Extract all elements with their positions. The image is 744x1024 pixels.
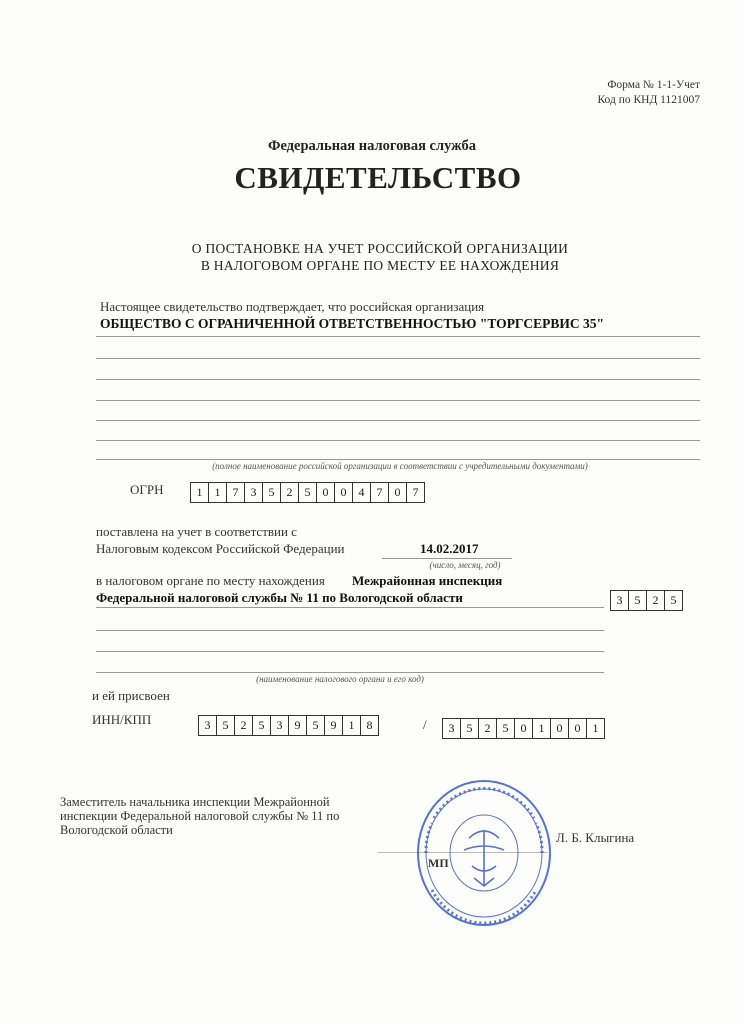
inn-digit-cell: 5 <box>252 715 271 736</box>
ogrn-digit-cell: 3 <box>244 482 263 503</box>
org-name: ОБЩЕСТВО С ОГРАНИЧЕННОЙ ОТВЕТСТВЕННОСТЬЮ "ТОРГСЕРВИС 35" <box>100 316 604 331</box>
subtitle-line-1: О ПОСТАНОВКЕ НА УЧЕТ РОССИЙСКОЙ ОРГАНИЗАЦИИ <box>191 241 569 256</box>
kpp-digit-cell: 0 <box>514 718 533 739</box>
reg-line-2: Налоговым кодексом Российской Федерации <box>96 541 345 556</box>
authority-code-digit-cell: 3 <box>610 590 629 611</box>
ogrn-digit-cell: 0 <box>316 482 335 503</box>
authority-line <box>96 607 604 608</box>
kpp-digit-cell: 5 <box>496 718 515 739</box>
inn-digit-cell: 3 <box>270 715 289 736</box>
org-line <box>96 400 700 401</box>
authority-line <box>96 672 604 673</box>
inn-digit-cell: 5 <box>216 715 235 736</box>
org-line <box>96 379 700 380</box>
date-line <box>382 558 512 559</box>
signatory-position: Заместитель начальника инспекции Межрайонной инспекции Федеральной налоговой службы № 11 по Вологодской области <box>60 795 340 837</box>
authority-code-digit-cell: 5 <box>664 590 683 611</box>
kpp-digit-cell: 5 <box>460 718 479 739</box>
ogrn-digit-cell: 7 <box>370 482 389 503</box>
document-subtitle <box>0 240 744 274</box>
authority-part-2: Федеральной налоговой службы № 11 по Вологодской области <box>96 590 463 605</box>
authority-line <box>96 630 604 631</box>
inn-digit-cell: 9 <box>288 715 307 736</box>
org-intro: Настоящее свидетельство подтверждает, что российская организация <box>100 299 485 314</box>
inn-kpp-separator: / <box>423 717 427 732</box>
form-number <box>597 78 700 108</box>
kpp-digit-cell: 0 <box>550 718 569 739</box>
official-seal <box>414 778 554 928</box>
ogrn-digit-cell: 0 <box>388 482 407 503</box>
org-line <box>96 440 700 441</box>
inn-kpp-label: ИНН/КПП <box>92 712 152 727</box>
kpp-cells <box>442 718 604 739</box>
ogrn-digit-cell: 5 <box>262 482 281 503</box>
kpp-digit-cell: 1 <box>586 718 605 739</box>
ogrn-digit-cell: 1 <box>190 482 209 503</box>
agency-name: Федеральная налоговая служба <box>267 138 477 154</box>
signatory-name: Л. Б. Клыгина <box>556 830 635 845</box>
form-line-2: Код по КНД 1121007 <box>597 94 700 106</box>
ogrn-digit-cell: 1 <box>208 482 227 503</box>
inn-digit-cell: 2 <box>234 715 253 736</box>
subtitle-line-2: В НАЛОГОВОМ ОРГАНЕ ПО МЕСТУ ЕЕ НАХОЖДЕНИЯ <box>200 258 560 273</box>
authority-code-cells <box>610 590 682 611</box>
date-caption: (число, месяц, год) <box>429 560 501 570</box>
inn-cells <box>198 715 378 736</box>
org-line <box>96 336 700 337</box>
ogrn-digit-cell: 7 <box>226 482 245 503</box>
ogrn-digit-cell: 4 <box>352 482 371 503</box>
reg-line-1: поставлена на учет в соответствии с <box>96 524 297 539</box>
ogrn-label: ОГРН <box>130 482 164 497</box>
ogrn-digit-cell: 2 <box>280 482 299 503</box>
authority-caption: (наименование налогового органа и его код) <box>256 674 424 684</box>
ogrn-digit-cell: 5 <box>298 482 317 503</box>
inn-digit-cell: 3 <box>198 715 217 736</box>
org-caption: (полное наименование российской организации в соответствии с учредительными документами) <box>212 461 588 471</box>
form-line-1: Форма № 1-1-Учет <box>607 79 700 91</box>
authority-code-digit-cell: 5 <box>628 590 647 611</box>
inn-digit-cell: 5 <box>306 715 325 736</box>
inn-digit-cell: 1 <box>342 715 361 736</box>
authority-line <box>96 651 604 652</box>
ogrn-digit-cell: 0 <box>334 482 353 503</box>
authority-code-digit-cell: 2 <box>646 590 665 611</box>
reg-date: 14.02.2017 <box>420 541 479 556</box>
org-line <box>96 358 700 359</box>
kpp-digit-cell: 2 <box>478 718 497 739</box>
kpp-digit-cell: 3 <box>442 718 461 739</box>
kpp-digit-cell: 1 <box>532 718 551 739</box>
org-line <box>96 459 700 460</box>
org-line <box>96 420 700 421</box>
authority-part-1: Межрайонная инспекция <box>352 573 503 588</box>
document-title: СВИДЕТЕЛЬСТВО <box>234 160 522 195</box>
assigned-label: и ей присвоен <box>92 688 170 703</box>
mp-label: МП <box>428 856 449 870</box>
inn-digit-cell: 8 <box>360 715 379 736</box>
authority-intro: в налоговом органе по месту нахождения <box>96 573 325 588</box>
inn-digit-cell: 9 <box>324 715 343 736</box>
ogrn-digit-cell: 7 <box>406 482 425 503</box>
ogrn-cells <box>190 482 424 503</box>
kpp-digit-cell: 0 <box>568 718 587 739</box>
